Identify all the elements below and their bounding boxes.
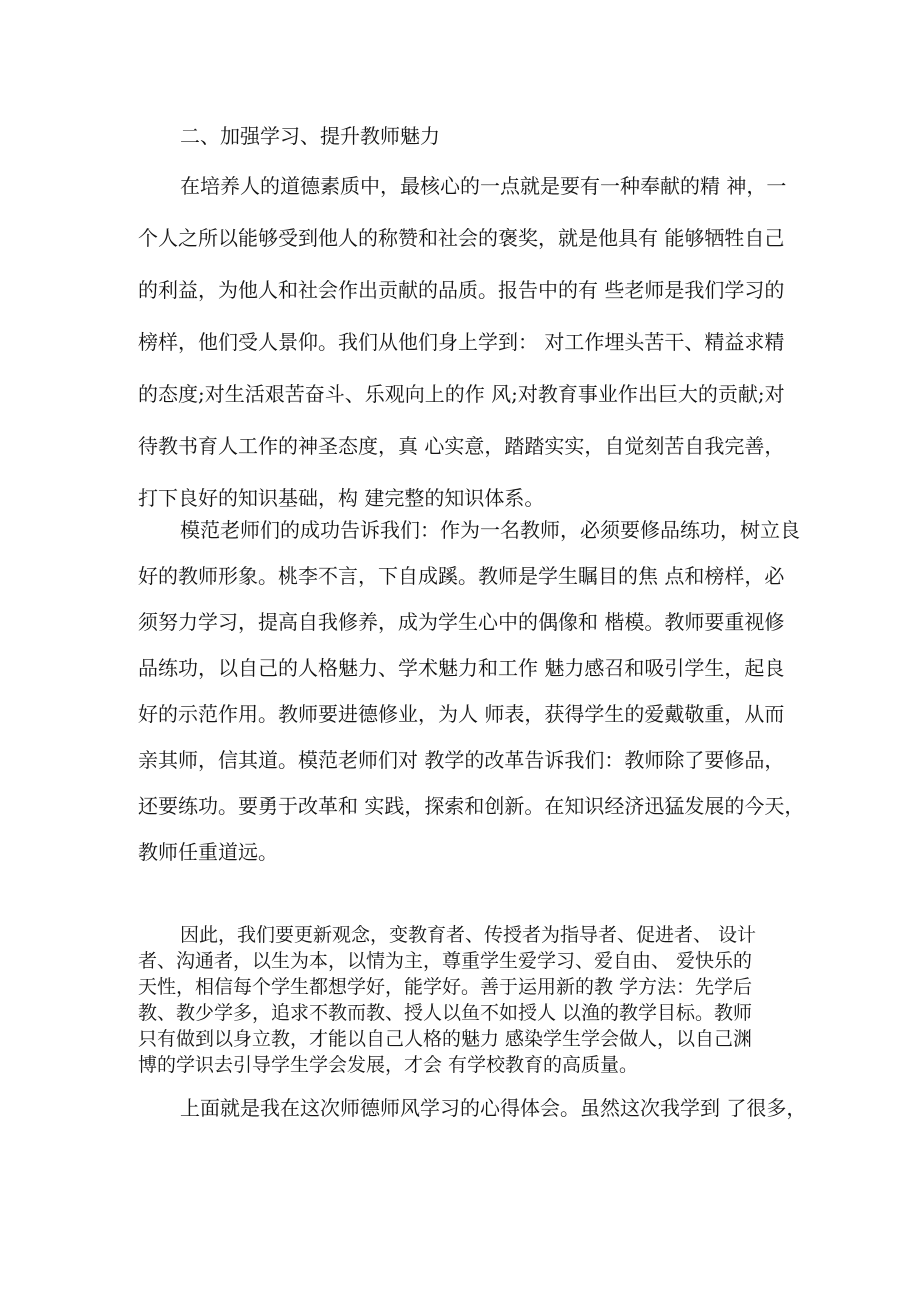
paragraph-line: 模范老师们的成功告诉我们：作为一名教师，必须要修品练功，树立良: [180, 518, 800, 542]
paragraph-line: 亲其师，信其道。模范老师们对 教学的改革告诉我们：教师除了要修品，: [138, 748, 785, 772]
paragraph-line: 的态度;对生活艰苦奋斗、乐观向上的作 风;对教育事业作出巨大的贡献;对: [138, 382, 785, 406]
paragraph-line: 教、教少学多，追求不教而教、授人以鱼不如授人 以渔的教学目标。教师: [138, 1002, 753, 1024]
paragraph-line: 品练功，以自己的人格魅力、学术魅力和工作 魅力感召和吸引学生，起良: [138, 656, 785, 680]
paragraph-line: 在培养人的道德素质中，最核心的一点就是要有一种奉献的精 神，一: [180, 174, 787, 198]
paragraph-line: 须努力学习，提高自我修养，成为学生心中的偶像和 楷模。教师要重视修: [138, 610, 785, 634]
paragraph-line: 好的示范作用。教师要进德修业，为人 师表，获得学生的爱戴敬重，从而: [138, 702, 785, 726]
section-heading: 二、加强学习、提升教师魅力: [180, 124, 440, 148]
paragraph-line: 天性，相信每个学生都想学好，能学好。善于运用新的教 学方法：先学后: [138, 976, 753, 998]
paragraph-line: 者、沟通者，以生为本，以情为主，尊重学生爱学习、爱自由、 爱快乐的: [138, 950, 753, 972]
paragraph-dedication: [138, 173, 804, 537]
paragraph-line: 因此，我们要更新观念，变教育者、传授者为指导者、促进者、 设计: [180, 924, 757, 946]
paragraph-line: 博的学识去引导学生学会发展，才会 有学校教育的高质量。: [138, 1054, 639, 1076]
paragraph-line: 个人之所以能够受到他人的称赞和社会的褒奖，就是他具有 能够牺牲自己: [138, 226, 785, 250]
paragraph-line: 打下良好的知识基础，构 建完整的知识体系。: [138, 486, 545, 510]
paragraph-new-concepts: [138, 922, 804, 1078]
paragraph-line: 上面就是我在这次师德师风学习的心得体会。虽然这次我学到 了很多，: [180, 1096, 807, 1120]
paragraph-line: 榜样，他们受人景仰。我们从他们身上学到： 对工作埋头苦干、精益求精: [138, 330, 785, 354]
paragraph-line: 只有做到以身立教，才能以自己人格的魅力 感染学生学会做人，以自己渊: [138, 1028, 753, 1050]
paragraph-line: 的利益，为他人和社会作出贡献的品质。报告中的有 些老师是我们学习的: [138, 278, 785, 302]
paragraph-line: 教师任重道远。: [138, 840, 278, 864]
paragraph-line: 好的教师形象。桃李不言，下自成蹊。教师是学生瞩目的焦 点和榜样，必: [138, 564, 785, 588]
paragraph-line: 还要练功。要勇于改革和 实践，探索和创新。在知识经济迅猛发展的今天，: [138, 794, 805, 818]
paragraph-line: 待教书育人工作的神圣态度，真 心实意，踏踏实实，自觉刻苦自我完善，: [138, 434, 785, 458]
paragraph-conclusion: [138, 1095, 807, 1121]
paragraph-model-teachers: [138, 517, 804, 885]
